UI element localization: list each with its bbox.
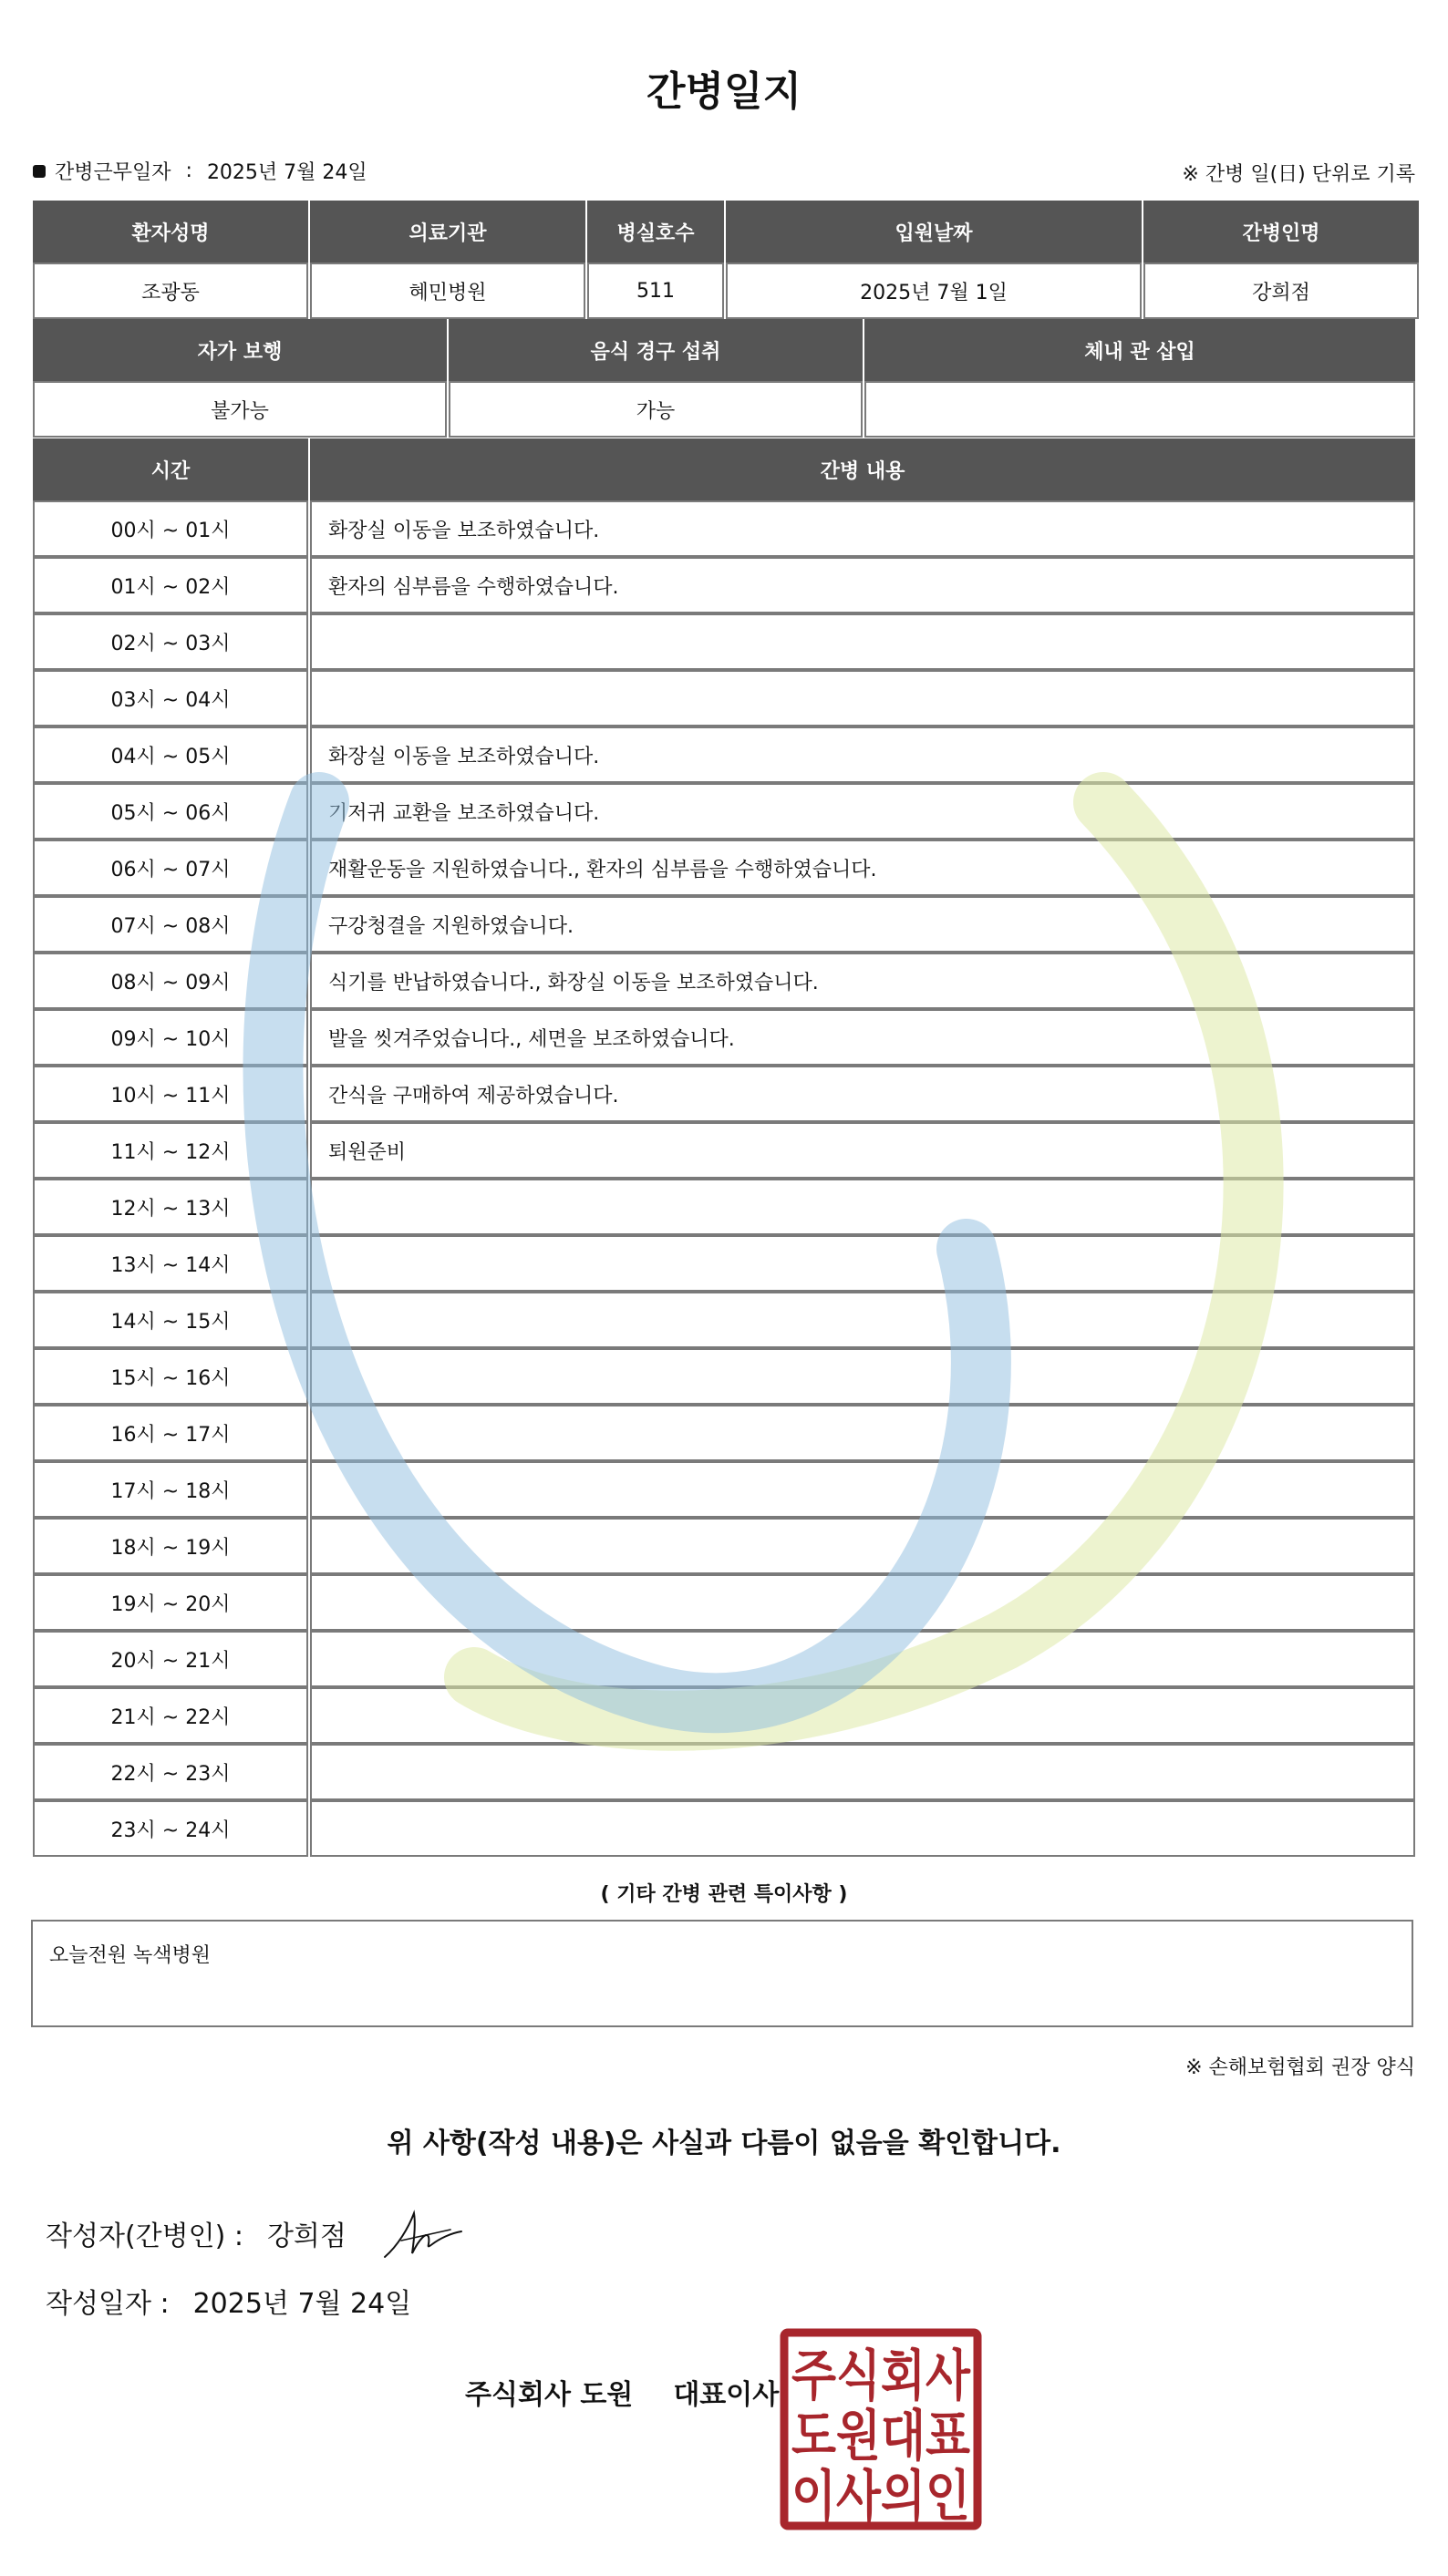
care-log-table bbox=[31, 438, 1417, 1857]
log-content: 화장실 이동을 보조하였습니다. bbox=[310, 726, 1415, 783]
remarks-text: 오늘전원 녹색병원 bbox=[49, 1944, 212, 1967]
header-tube-insertion: 체내 관 삽입 bbox=[864, 319, 1415, 381]
log-content bbox=[310, 1292, 1415, 1348]
log-content: 재활운동을 지원하였습니다., 환자의 심부름을 수행하였습니다. bbox=[310, 840, 1415, 896]
log-content bbox=[310, 1800, 1415, 1857]
log-content bbox=[310, 613, 1415, 670]
log-time: 00시 ~ 01시 bbox=[33, 500, 308, 557]
seal-line: 이사의인 bbox=[791, 2465, 970, 2529]
log-time: 11시 ~ 12시 bbox=[33, 1122, 308, 1179]
log-row bbox=[33, 1235, 1415, 1292]
written-date-label: 작성일자 : bbox=[46, 2288, 170, 2320]
log-time: 05시 ~ 06시 bbox=[33, 783, 308, 840]
log-time: 03시 ~ 04시 bbox=[33, 670, 308, 726]
log-content: 퇴원준비 bbox=[310, 1122, 1415, 1179]
log-time: 07시 ~ 08시 bbox=[33, 896, 308, 953]
log-time: 19시 ~ 20시 bbox=[33, 1574, 308, 1631]
log-row bbox=[33, 1179, 1415, 1235]
status-header-row bbox=[33, 319, 1415, 381]
log-row bbox=[33, 500, 1415, 557]
log-row bbox=[33, 1631, 1415, 1687]
walking-status: 불가능 bbox=[33, 381, 447, 438]
header-oral-intake: 음식 경구 섭취 bbox=[449, 319, 863, 381]
log-row bbox=[33, 1066, 1415, 1122]
log-row bbox=[33, 953, 1415, 1009]
header-admission-date: 입원날짜 bbox=[726, 201, 1142, 263]
log-time: 12시 ~ 13시 bbox=[33, 1179, 308, 1235]
log-row bbox=[33, 896, 1415, 953]
tube-insertion-status bbox=[864, 381, 1415, 438]
log-row bbox=[33, 840, 1415, 896]
representative-title: 대표이사 bbox=[673, 2379, 780, 2411]
log-row bbox=[33, 1461, 1415, 1518]
writer-label: 작성자(간병인) : bbox=[46, 2221, 243, 2252]
log-row bbox=[33, 1800, 1415, 1857]
log-content bbox=[310, 670, 1415, 726]
seal-line: 주식회사 bbox=[791, 2344, 971, 2408]
status-value-row bbox=[33, 381, 1415, 438]
work-date-row bbox=[33, 157, 367, 185]
work-date-label: 간병근무일자 bbox=[55, 161, 171, 184]
log-time: 04시 ~ 05시 bbox=[33, 726, 308, 783]
log-content: 발을 씻겨주었습니다., 세면을 보조하였습니다. bbox=[310, 1009, 1415, 1066]
log-row bbox=[33, 1009, 1415, 1066]
log-content: 간식을 구매하여 제공하였습니다. bbox=[310, 1066, 1415, 1122]
log-content: 화장실 이동을 보조하였습니다. bbox=[310, 500, 1415, 557]
log-content bbox=[310, 1348, 1415, 1405]
recommend-note: ※ 손해보험협회 권장 양식 bbox=[1185, 2056, 1415, 2079]
header-caregiver-name: 간병인명 bbox=[1143, 201, 1419, 263]
log-row bbox=[33, 1405, 1415, 1461]
log-row bbox=[33, 1122, 1415, 1179]
log-time: 06시 ~ 07시 bbox=[33, 840, 308, 896]
log-content bbox=[310, 1687, 1415, 1744]
log-time: 16시 ~ 17시 bbox=[33, 1405, 308, 1461]
room-number: 511 bbox=[587, 263, 724, 319]
header-room: 병실호수 bbox=[587, 201, 724, 263]
seal-line: 도원대표 bbox=[791, 2405, 971, 2468]
header-care-content: 간병 내용 bbox=[310, 438, 1415, 500]
log-body bbox=[33, 500, 1415, 1857]
log-row bbox=[33, 670, 1415, 726]
writer-row bbox=[46, 2213, 346, 2253]
patient-info-table bbox=[31, 201, 1421, 319]
log-time: 23시 ~ 24시 bbox=[33, 1800, 308, 1857]
log-time: 09시 ~ 10시 bbox=[33, 1009, 308, 1066]
log-content bbox=[310, 1574, 1415, 1631]
log-row bbox=[33, 1518, 1415, 1574]
unit-note: ※ 간병 일(日) 단위로 기록 bbox=[1182, 163, 1415, 186]
log-time: 13시 ~ 14시 bbox=[33, 1235, 308, 1292]
hospital-name: 혜민병원 bbox=[310, 263, 585, 319]
work-date-value: 2025년 7월 24일 bbox=[206, 161, 367, 184]
log-content: 환자의 심부름을 수행하였습니다. bbox=[310, 557, 1415, 613]
log-time: 10시 ~ 11시 bbox=[33, 1066, 308, 1122]
confirm-statement: 위 사항(작성 내용)은 사실과 다름이 없음을 확인합니다. bbox=[387, 2128, 1061, 2159]
patient-header-row bbox=[33, 201, 1419, 263]
log-content bbox=[310, 1405, 1415, 1461]
log-content: 기저귀 교환을 보조하였습니다. bbox=[310, 783, 1415, 840]
patient-value-row bbox=[33, 263, 1419, 319]
log-row bbox=[33, 783, 1415, 840]
patient-status-table bbox=[31, 319, 1417, 438]
company-seal bbox=[779, 2327, 983, 2531]
log-time: 17시 ~ 18시 bbox=[33, 1461, 308, 1518]
signature bbox=[381, 2206, 463, 2262]
log-time: 14시 ~ 15시 bbox=[33, 1292, 308, 1348]
log-content bbox=[310, 1461, 1415, 1518]
remarks-box bbox=[31, 1920, 1413, 2027]
log-time: 20시 ~ 21시 bbox=[33, 1631, 308, 1687]
header-hospital: 의료기관 bbox=[310, 201, 585, 263]
log-row bbox=[33, 613, 1415, 670]
work-date-separator: : bbox=[185, 160, 192, 182]
log-time: 02시 ~ 03시 bbox=[33, 613, 308, 670]
log-row bbox=[33, 1292, 1415, 1348]
remarks-title: ( 기타 간병 관련 특이사항 ) bbox=[600, 1883, 848, 1906]
written-date-row bbox=[46, 2281, 411, 2321]
writer-name: 강희점 bbox=[266, 2221, 346, 2252]
patient-name: 조광동 bbox=[33, 263, 308, 319]
log-row bbox=[33, 726, 1415, 783]
log-content: 식기를 반납하였습니다., 화장실 이동을 보조하였습니다. bbox=[310, 953, 1415, 1009]
admission-date: 2025년 7월 1일 bbox=[726, 263, 1142, 319]
log-content: 구강청결을 지원하였습니다. bbox=[310, 896, 1415, 953]
log-header-row bbox=[33, 438, 1415, 500]
log-time: 15시 ~ 16시 bbox=[33, 1348, 308, 1405]
log-content bbox=[310, 1179, 1415, 1235]
company-name: 주식회사 도원 bbox=[465, 2379, 634, 2411]
log-content bbox=[310, 1235, 1415, 1292]
log-row bbox=[33, 1348, 1415, 1405]
log-time: 01시 ~ 02시 bbox=[33, 557, 308, 613]
log-row bbox=[33, 1687, 1415, 1744]
log-time: 18시 ~ 19시 bbox=[33, 1518, 308, 1574]
log-row bbox=[33, 557, 1415, 613]
log-time: 08시 ~ 09시 bbox=[33, 953, 308, 1009]
caregiver-name: 강희점 bbox=[1143, 263, 1419, 319]
header-patient-name: 환자성명 bbox=[33, 201, 308, 263]
oral-intake-status: 가능 bbox=[449, 381, 863, 438]
log-row bbox=[33, 1744, 1415, 1800]
document-title: 간병일지 bbox=[646, 68, 802, 115]
header-walking: 자가 보행 bbox=[33, 319, 447, 381]
log-row bbox=[33, 1574, 1415, 1631]
company-row bbox=[465, 2372, 779, 2412]
header-time: 시간 bbox=[33, 438, 308, 500]
log-content bbox=[310, 1631, 1415, 1687]
log-time: 22시 ~ 23시 bbox=[33, 1744, 308, 1800]
bullet-icon bbox=[33, 165, 46, 178]
log-time: 21시 ~ 22시 bbox=[33, 1687, 308, 1744]
written-date-value: 2025년 7월 24일 bbox=[192, 2288, 412, 2320]
log-content bbox=[310, 1744, 1415, 1800]
log-content bbox=[310, 1518, 1415, 1574]
